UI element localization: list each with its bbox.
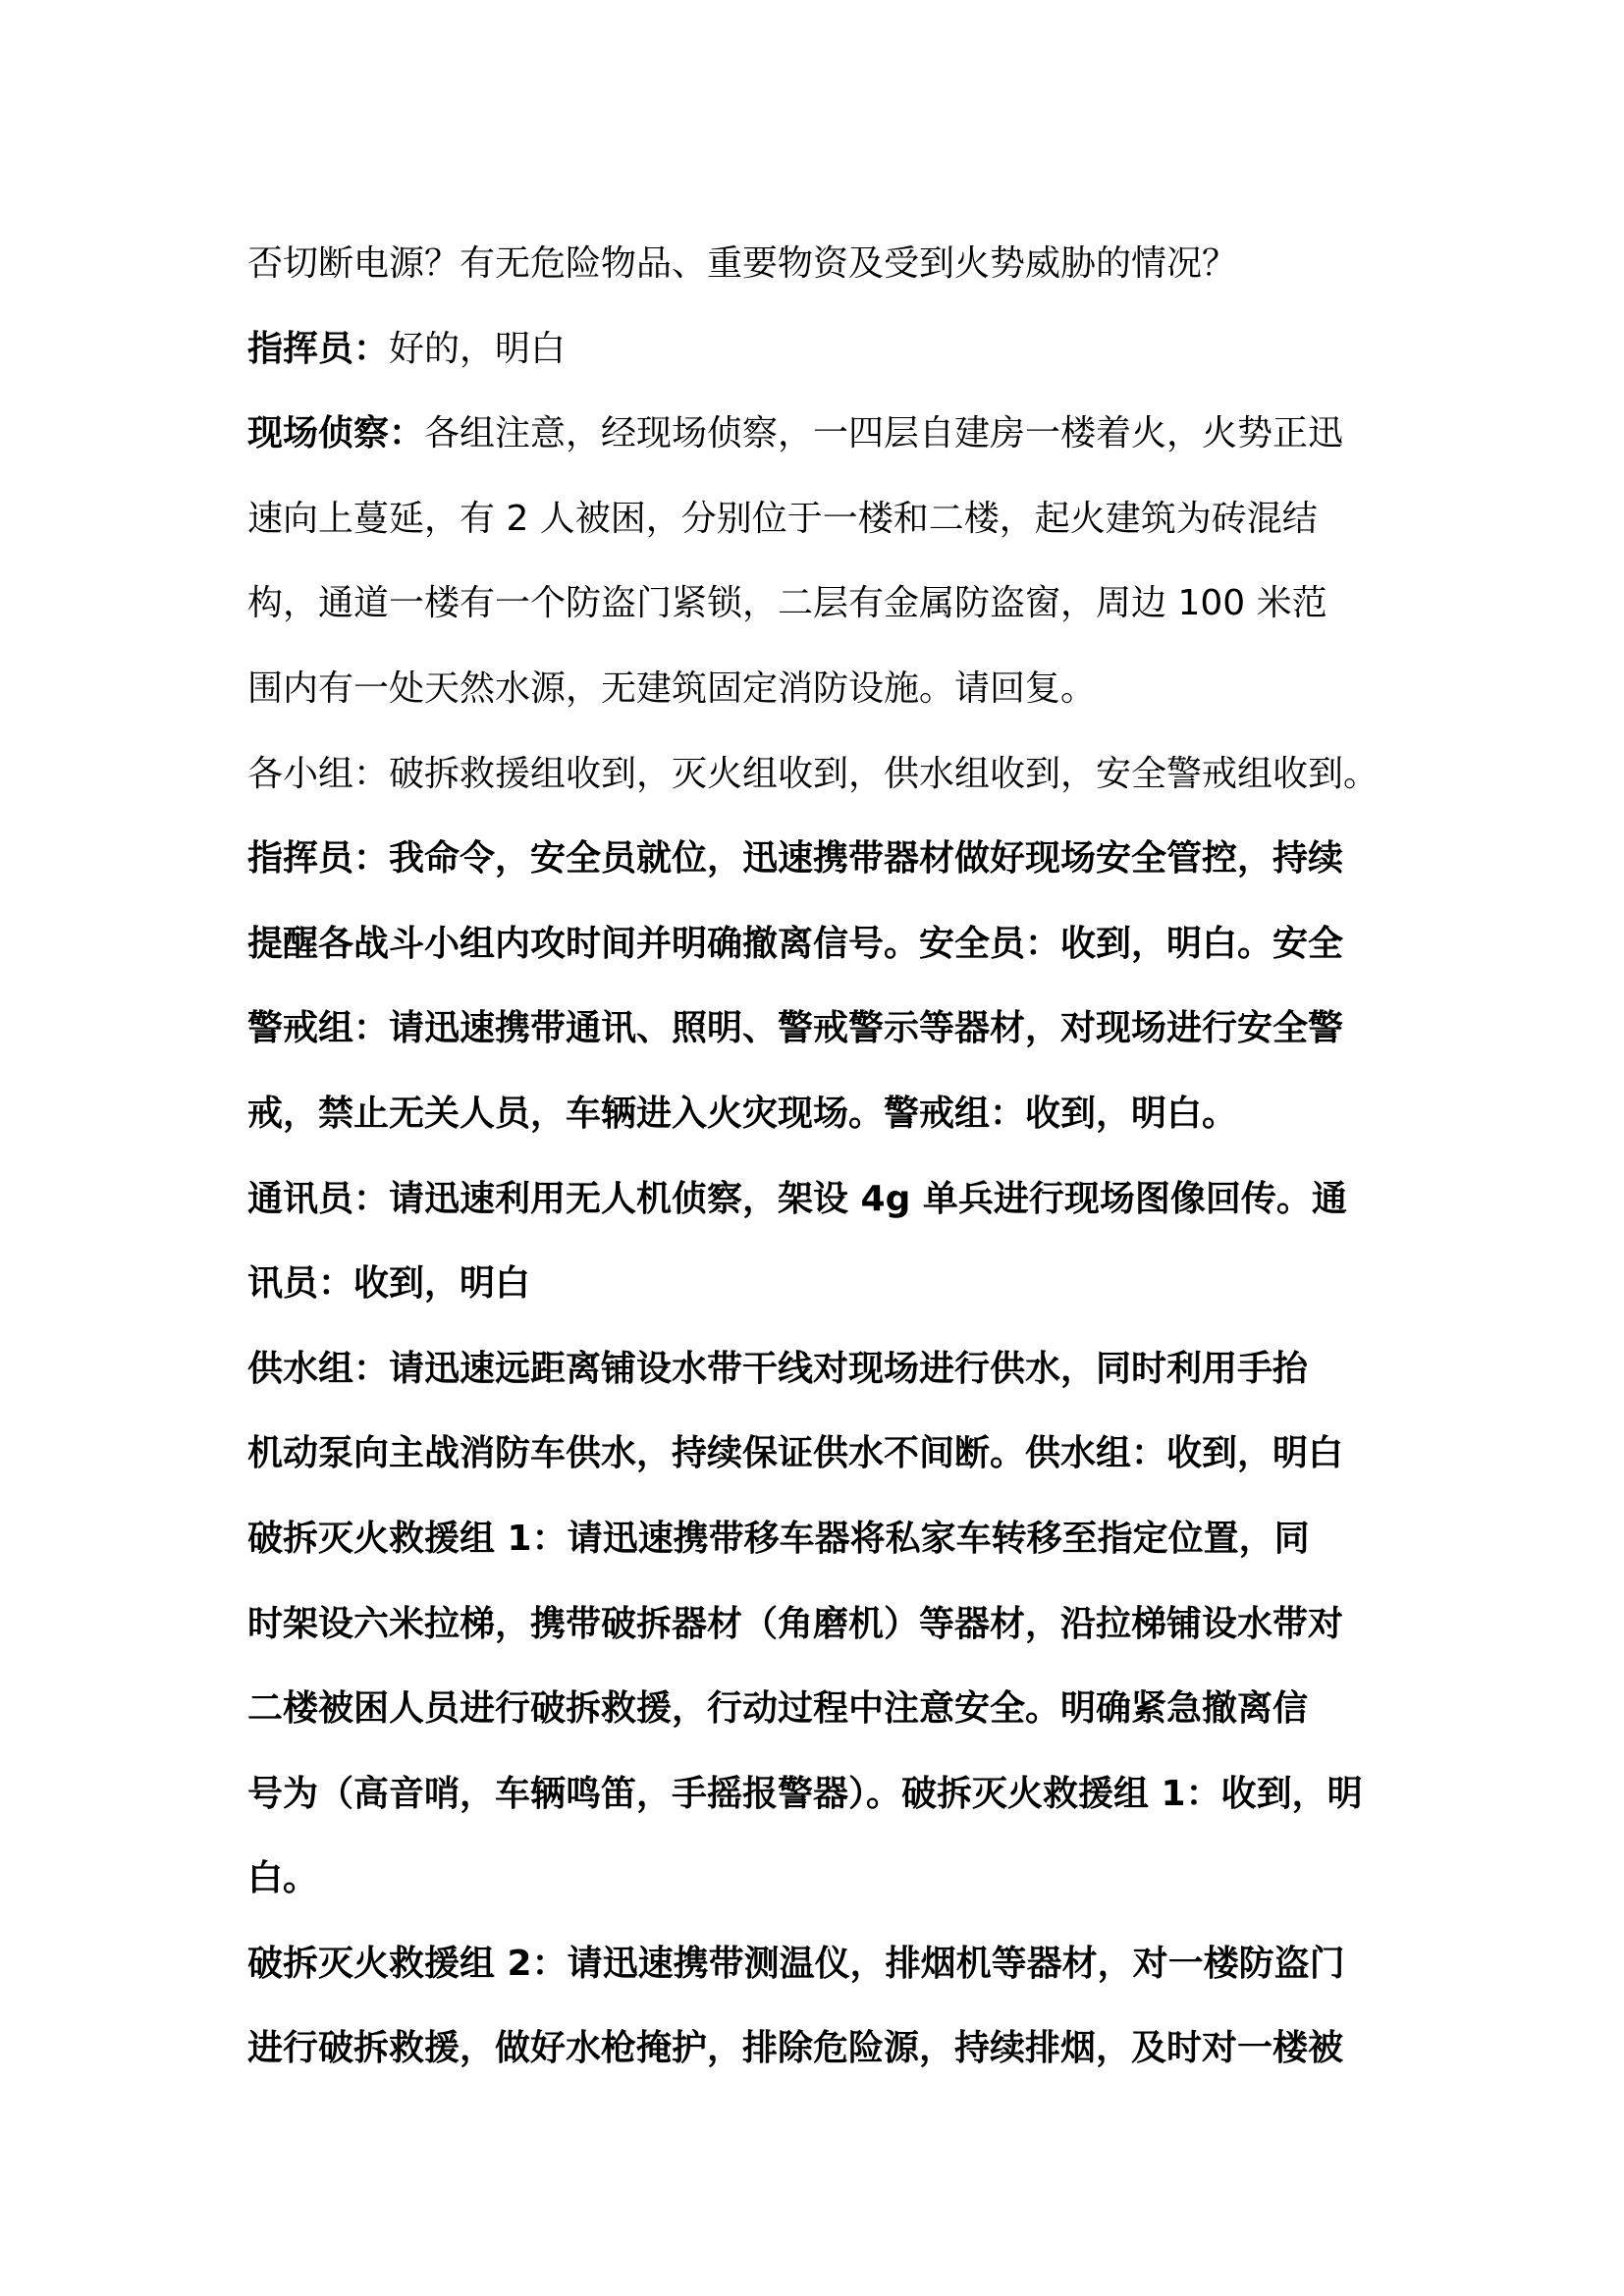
text-line — [247, 1412, 1401, 1497]
text-line — [247, 1667, 1401, 1752]
text-span: 进行破拆救援，做好水枪掩护，排除危险源，持续排烟，及时对一楼被 — [247, 2028, 1344, 2069]
text-span: 二楼被困人员进行破拆救援，行动过程中注意安全。明确紧急撤离信 — [247, 1688, 1309, 1730]
text-line — [247, 1157, 1401, 1243]
text-span: 时架设六米拉梯，携带破拆器材（角磨机）等器材，沿拉梯铺设水带对 — [247, 1603, 1344, 1644]
text-span: 号为（高音哨，车辆鸣笛，手摇报警器）。破拆灭火救援组 1：收到，明 — [247, 1773, 1363, 1814]
text-line — [247, 1922, 1401, 2007]
text-span: 警戒组：请迅速携带通讯、照明、警戒警示等器材，对现场进行安全警 — [247, 1008, 1344, 1049]
text-line — [247, 1327, 1401, 1413]
text-span: 破拆灭火救援组 2：请迅速携带测温仪，排烟机等器材，对一楼防盗门 — [247, 1943, 1345, 1984]
text-line — [247, 1582, 1401, 1668]
text-line — [247, 392, 1401, 477]
text-span: 围内有一处天然水源，无建筑固定消防设施。请回复。 — [247, 667, 1097, 709]
text-line — [247, 307, 1401, 393]
text-span: 各小组：破拆救援组收到，灭火组收到，供水组收到，安全警戒组收到。 — [247, 753, 1380, 794]
text-span: 指挥员：我命令，安全员就位，迅速携带器材做好现场安全管控，持续 — [247, 838, 1344, 880]
text-span: 讯员：收到，明白 — [247, 1263, 531, 1305]
text-line — [247, 561, 1401, 647]
text-line — [247, 902, 1401, 988]
text-line — [247, 817, 1401, 902]
text-span: 各组注意，经现场侦察，一四层自建房一楼着火，火势正迅 — [424, 413, 1344, 454]
text-span: 供水组：请迅速远距离铺设水带干线对现场进行供水，同时利用手抬 — [247, 1348, 1309, 1389]
text-line — [247, 477, 1401, 562]
text-line — [247, 1497, 1401, 1582]
text-line — [247, 1752, 1401, 1838]
text-line — [247, 1072, 1401, 1157]
text-span: 机动泵向主战消防车供水，持续保证供水不间断。供水组：收到，明白 — [247, 1433, 1344, 1474]
text-line — [247, 987, 1401, 1072]
text-span: 戒，禁止无关人员，车辆进入火灾现场。警戒组：收到，明白。 — [247, 1093, 1238, 1134]
text-span: 否切断电源？有无危险物品、重要物资及受到火势威胁的情况？ — [247, 243, 1238, 284]
text-span: 好的，明白 — [389, 328, 567, 369]
text-span: 提醒各战斗小组内攻时间并明确撤离信号。安全员：收到，明白。安全 — [247, 923, 1344, 964]
text-span: 白。 — [247, 1858, 319, 1899]
text-line — [247, 2006, 1401, 2092]
text-line — [247, 1837, 1401, 1922]
text-span: 破拆灭火救援组 1：请迅速携带移车器将私家车转移至指定位置，同 — [247, 1518, 1310, 1559]
text-line — [247, 647, 1401, 732]
text-span: 构，通道一楼有一个防盗门紧锁，二层有金属防盗窗，周边 100 米范 — [247, 583, 1327, 624]
text-line — [247, 222, 1401, 307]
speaker-label: 指挥员： — [247, 328, 390, 369]
document-body — [247, 222, 1401, 2092]
speaker-label: 现场侦察： — [247, 413, 425, 454]
text-line — [247, 732, 1401, 818]
text-line — [247, 1242, 1401, 1327]
text-span: 速向上蔓延，有 2 人被困，分别位于一楼和二楼，起火建筑为砖混结 — [247, 498, 1318, 539]
text-span: 通讯员：请迅速利用无人机侦察，架设 4g 单兵进行现场图像回传。通 — [247, 1178, 1347, 1219]
